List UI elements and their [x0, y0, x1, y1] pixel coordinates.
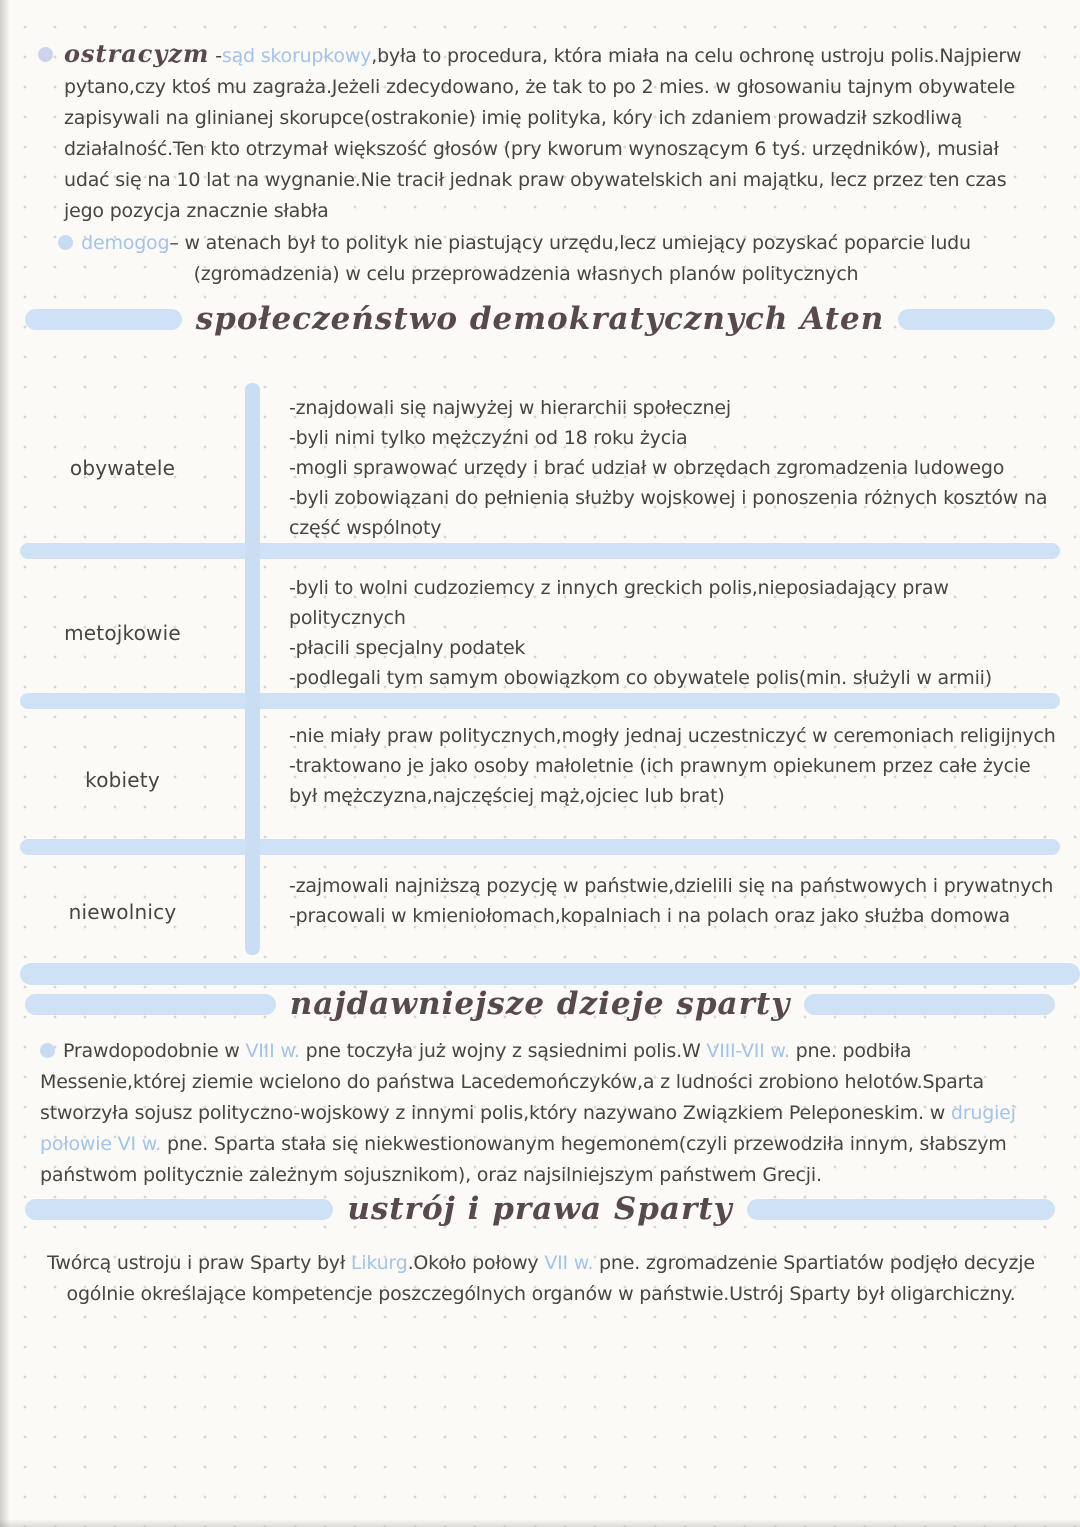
term-dash: - — [209, 45, 222, 67]
page-edge-shadow-left — [0, 0, 10, 1527]
text-segment: Prawdopodobnie w — [63, 1040, 246, 1062]
name-highlight: Likurg — [350, 1252, 408, 1274]
paragraph-sparta-history — [40, 1036, 1048, 1191]
definition-demogog — [80, 228, 972, 290]
row-content — [245, 573, 1080, 693]
paragraph-sparta-law — [40, 1248, 1042, 1310]
table-row — [0, 559, 1080, 693]
row-point: -zajmowali najniższą pozycję w państwie,dzielili się na państwowych i prywatnych — [289, 875, 1054, 897]
table-row — [0, 709, 1080, 839]
row-label: niewolnicy — [68, 900, 177, 924]
bullet-dot-icon — [38, 47, 53, 62]
row-point: -pracowali w kmieniołomach,kopalniach i na polach oraz jako służba domowa — [289, 905, 1010, 927]
highlight-bar-right — [747, 1199, 1055, 1220]
athens-society-table — [0, 383, 1080, 985]
row-separator-bar — [20, 543, 1060, 559]
row-point: -traktowano je jako osoby małoletnie (ich prawnym opiekunem przez całe życie był mężczyzna,najczęściej mąż,ojciec lub brat) — [289, 755, 1031, 807]
row-point: -mogli sprawować urzędy i brać udział w obrzędach zgromadzenia ludowego — [289, 457, 1005, 479]
text-segment: pne. zgromadzenie Spartiatów podjęło decyzje ogólnie określające kompetencje poszczególnych organów w państwie.Ustrój Sparty był oligarchiczny. — [66, 1252, 1035, 1305]
row-content — [245, 393, 1080, 543]
section-heading-sparta-history — [25, 986, 1055, 1022]
highlight-bar-left — [25, 1199, 333, 1220]
section-title: społeczeństwo demokratycznych Aten — [195, 301, 885, 337]
date-highlight: VIII-VII w. — [706, 1040, 790, 1062]
text-segment: pne. Sparta stała się niekwestionowanym hegemonem(czyli przewodziła innym, słabszym państwom politycznie zależnym sojusznikom), oraz najsilniejszym państwem Grecji. — [40, 1133, 1007, 1186]
row-point: -nie miały praw politycznych,mogły jednaj uczestniczyć w ceremoniach religijnych — [289, 725, 1056, 747]
highlight-bar-right — [804, 994, 1055, 1015]
row-point: -byli nimi tylko mężczyźni od 18 roku życia — [289, 427, 688, 449]
row-point: -byli zobowiązani do pełnienia służby wojskowej i ponoszenia różnych kosztów na część wspólnoty — [289, 487, 1048, 539]
date-highlight: VIII w. — [245, 1040, 300, 1062]
bullet-dot-icon — [40, 1043, 55, 1058]
text-segment: Twórcą ustroju i praw Sparty był — [47, 1252, 351, 1274]
row-label: kobiety — [85, 768, 160, 792]
term-demogog: demogog — [81, 232, 170, 254]
section-title: ustrój i prawa Sparty — [347, 1191, 733, 1227]
date-highlight: drugiej połowie VI w. — [40, 1102, 1016, 1155]
table-row — [0, 383, 1080, 543]
term-ostracyzm: ostracyzm — [64, 39, 210, 68]
definition-text: – w atenach był to polityk nie piastujący urzędu,lecz umiejący pozyskać poparcie ludu (zgromadzenia) w celu przeprowadzenia własnych planów politycznych — [169, 232, 971, 285]
term-synonym: sąd skorupkowy — [221, 45, 372, 67]
text-segment: pne. podbiła Messenie,której ziemie wcielono do państwa Lacedemończyków,a z ludności zrobiono helotów.Sparta stworzyła sojusz polityczno-wojskowy z innymi polis,który nazywano Związkiem Peleponeskim. w — [40, 1040, 984, 1124]
row-separator-bar — [20, 839, 1060, 855]
row-separator-bar — [20, 693, 1060, 709]
row-content — [245, 871, 1080, 953]
highlight-bar-right — [898, 309, 1055, 330]
row-content — [245, 721, 1080, 839]
highlight-bar-left — [25, 994, 276, 1015]
row-point: -płacili specjalny podatek — [289, 637, 526, 659]
row-point: -znajdowali się najwyżej w hierarchii społecznej — [289, 397, 731, 419]
row-point: -podlegali tym samym obowiązkom co obywatele polis(min. służyli w armii) — [289, 667, 992, 689]
table-bottom-bar — [20, 963, 1080, 985]
definition-text: ,była to procedura, która miała na celu ochronę ustroju polis.Najpierw pytano,czy ktoś mu zagraża.Jeżeli zdecydowano, że tak to po 2 mies. w głosowaniu tajnym obywatele zapisywali na glinianej skorupce(ostrakonie) imię polityka, kóry ich zdaniem prowadził szkodliwą działalność.Ten kto otrzymał większość głosów (pry kworum wynoszącym 6 tyś. urzędników), musiał udać się na 10 lat na wygnanie.Nie tracił jednak praw obywatelskich ani majątku, lecz przez ten czas jego pozycja znacznie słabła — [64, 45, 1022, 222]
table-row — [0, 855, 1080, 963]
row-label: metojkowie — [64, 621, 181, 645]
highlight-bar-left — [25, 309, 182, 330]
text-segment: .Około połowy — [407, 1252, 545, 1274]
text-segment: pne toczyła już wojny z sąsiednimi polis.W — [299, 1040, 707, 1062]
page-edge-shadow-bottom — [0, 1519, 1080, 1527]
section-heading-sparta-law — [25, 1191, 1055, 1227]
row-label: obywatele — [69, 456, 176, 480]
section-heading-athens-society — [25, 301, 1055, 337]
row-point: -byli to wolni cudzoziemcy z innych greckich polis,nieposiadający praw politycznych — [289, 577, 949, 629]
definition-ostracyzm — [64, 38, 1026, 227]
section-title: najdawniejsze dzieje sparty — [289, 986, 791, 1022]
bullet-dot-icon — [58, 235, 73, 250]
date-highlight: VII w. — [544, 1252, 594, 1274]
